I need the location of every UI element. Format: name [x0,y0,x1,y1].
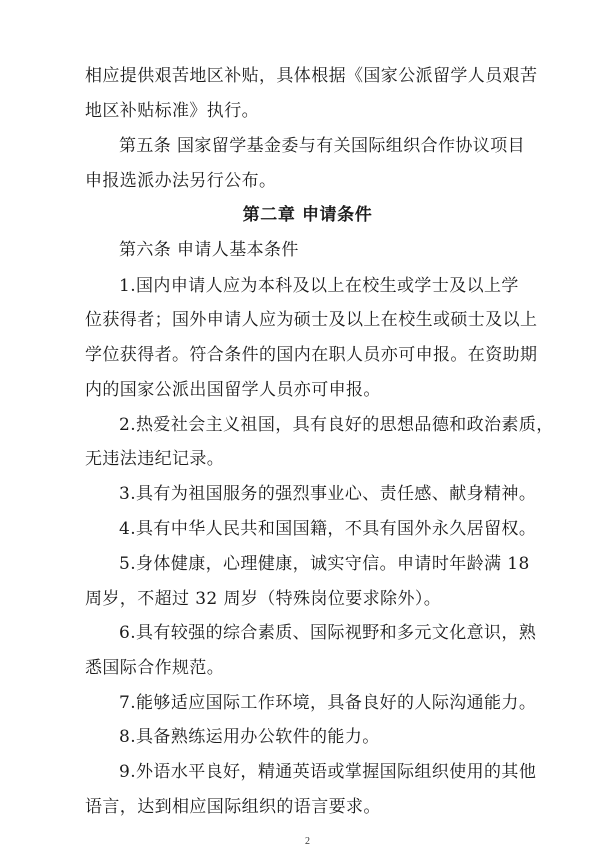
condition-5: 5.身体健康，心理健康，诚实守信。申请时年龄满 18 [119,554,530,574]
condition-3: 3.具有为祖国服务的强烈事业心、责任感、献身精神。 [119,484,537,504]
condition-9: 9.外语水平良好，精通英语或掌握国际组织使用的其他 [119,762,537,782]
article-5-heading: 第五条 国家留学基金委与有关国际组织合作协议项目 [119,136,526,156]
text-line: 地区补贴标准》执行。 [85,101,259,121]
text-line: 内的国家公派出国留学人员亦可申报。 [85,380,381,400]
condition-8: 8.具备熟练运用办公软件的能力。 [119,727,380,747]
text-line: 相应提供艰苦地区补贴，具体根据《国家公派留学人员艰苦 [85,66,538,86]
condition-1: 1.国内申请人应为本科及以上在校生或学士及以上学 [119,276,519,296]
condition-7: 7.能够适应国际工作环境，具备良好的人际沟通能力。 [119,693,537,713]
text-line: 语言，达到相应国际组织的语言要求。 [85,797,381,817]
chapter-2-title: 第二章 申请条件 [242,205,373,225]
text-line: 位获得者；国外申请人应为硕士及以上在校生或硕士及以上 [85,310,538,330]
condition-2: 2.热爱社会主义祖国，具有良好的思想品德和政治素质， [119,415,554,435]
page-number: 2 [305,836,310,847]
text-line: 周岁，不超过 32 周岁（特殊岗位要求除外）。 [85,589,442,609]
condition-4: 4.具有中华人民共和国国籍，不具有国外永久居留权。 [119,519,537,539]
condition-6: 6.具有较强的综合素质、国际视野和多元文化意识，熟 [119,623,537,643]
article-6-heading: 第六条 申请人基本条件 [119,240,299,260]
text-line: 悉国际合作规范。 [85,658,225,678]
text-line: 申报选派办法另行公布。 [85,171,277,191]
text-line: 学位获得者。符合条件的国内在职人员亦可申报。在资助期 [85,345,538,365]
text-line: 无违法违纪记录。 [85,449,225,469]
